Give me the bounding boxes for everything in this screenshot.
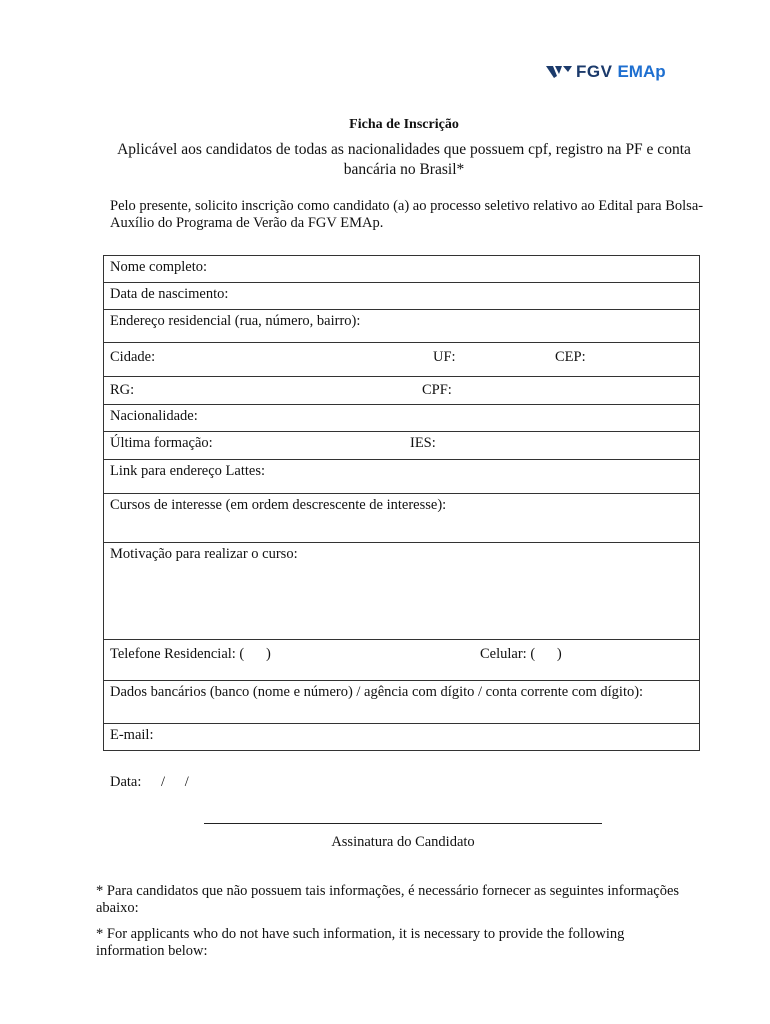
rg-row[interactable] — [104, 377, 700, 405]
uf-label: UF: — [433, 349, 456, 365]
endereco-label: Endereço residencial (rua, número, bairro): — [110, 313, 361, 329]
cep-label: CEP: — [555, 349, 586, 365]
endereco-field[interactable] — [104, 310, 700, 343]
date-line — [110, 774, 205, 791]
cpf-label: CPF: — [422, 382, 452, 398]
rg-label: RG: — [110, 382, 135, 398]
cursos-label: Cursos de interesse (em ordem descrescente de interesse): — [110, 497, 447, 513]
fgv-emap-logo — [546, 62, 666, 82]
date-separator-1: / — [161, 774, 166, 790]
motivacao-field[interactable] — [104, 543, 700, 640]
nome-field[interactable] — [104, 256, 700, 283]
lattes-field[interactable] — [104, 460, 700, 494]
lattes-label: Link para endereço Lattes: — [110, 463, 265, 479]
registration-form-table — [103, 255, 700, 751]
dados-bancarios-label: Dados bancários (banco (nome e número) / agência com dígito / conta corrente com dígito): — [110, 684, 644, 700]
form-title: Ficha de Inscrição — [349, 117, 459, 132]
date-label: Data: — [110, 774, 142, 790]
celular-label: Celular: ( ) — [480, 646, 562, 662]
cursos-field[interactable] — [104, 494, 700, 543]
note-portuguese: * Para candidatos que não possuem tais informações, é necessário fornecer as seguintes informações abaixo: — [96, 883, 680, 916]
motivacao-label: Motivação para realizar o curso: — [110, 546, 298, 562]
nacionalidade-label: Nacionalidade: — [110, 408, 198, 424]
form-subtitle: Aplicável aos candidatos de todas as nacionalidades que possuem cpf, registro na PF e conta bancária no Brasil* — [117, 141, 691, 178]
intro-paragraph: Pelo presente, solicito inscrição como candidato (a) ao processo seletivo relativo ao Edital para Bolsa-Auxílio do Programa de Verão da FGV EMAp. — [110, 198, 704, 231]
signature-label: Assinatura do Candidato — [331, 834, 475, 850]
telefone-row[interactable] — [104, 640, 700, 681]
formacao-row[interactable] — [104, 432, 700, 460]
date-separator-2: / — [184, 774, 189, 790]
ies-label: IES: — [410, 435, 436, 451]
cidade-row[interactable] — [104, 343, 700, 377]
nascimento-field[interactable] — [104, 283, 700, 310]
note-english: * For applicants who do not have such information, it is necessary to provide the following information below: — [96, 926, 625, 959]
nacionalidade-field[interactable] — [104, 405, 700, 432]
formacao-label: Última formação: — [110, 435, 213, 451]
cidade-label: Cidade: — [110, 349, 156, 365]
email-field[interactable] — [104, 724, 700, 751]
logo-emap-text: EMAp — [617, 62, 666, 81]
telefone-label: Telefone Residencial: ( ) — [110, 646, 271, 662]
nome-label: Nome completo: — [110, 259, 208, 275]
signature-line — [204, 823, 602, 824]
logo-fgv-text: FGV — [576, 62, 613, 81]
email-label: E-mail: — [110, 727, 154, 743]
nascimento-label: Data de nascimento: — [110, 286, 229, 302]
dados-bancarios-field[interactable] — [104, 681, 700, 724]
fgv-chevron-icon — [546, 64, 572, 80]
